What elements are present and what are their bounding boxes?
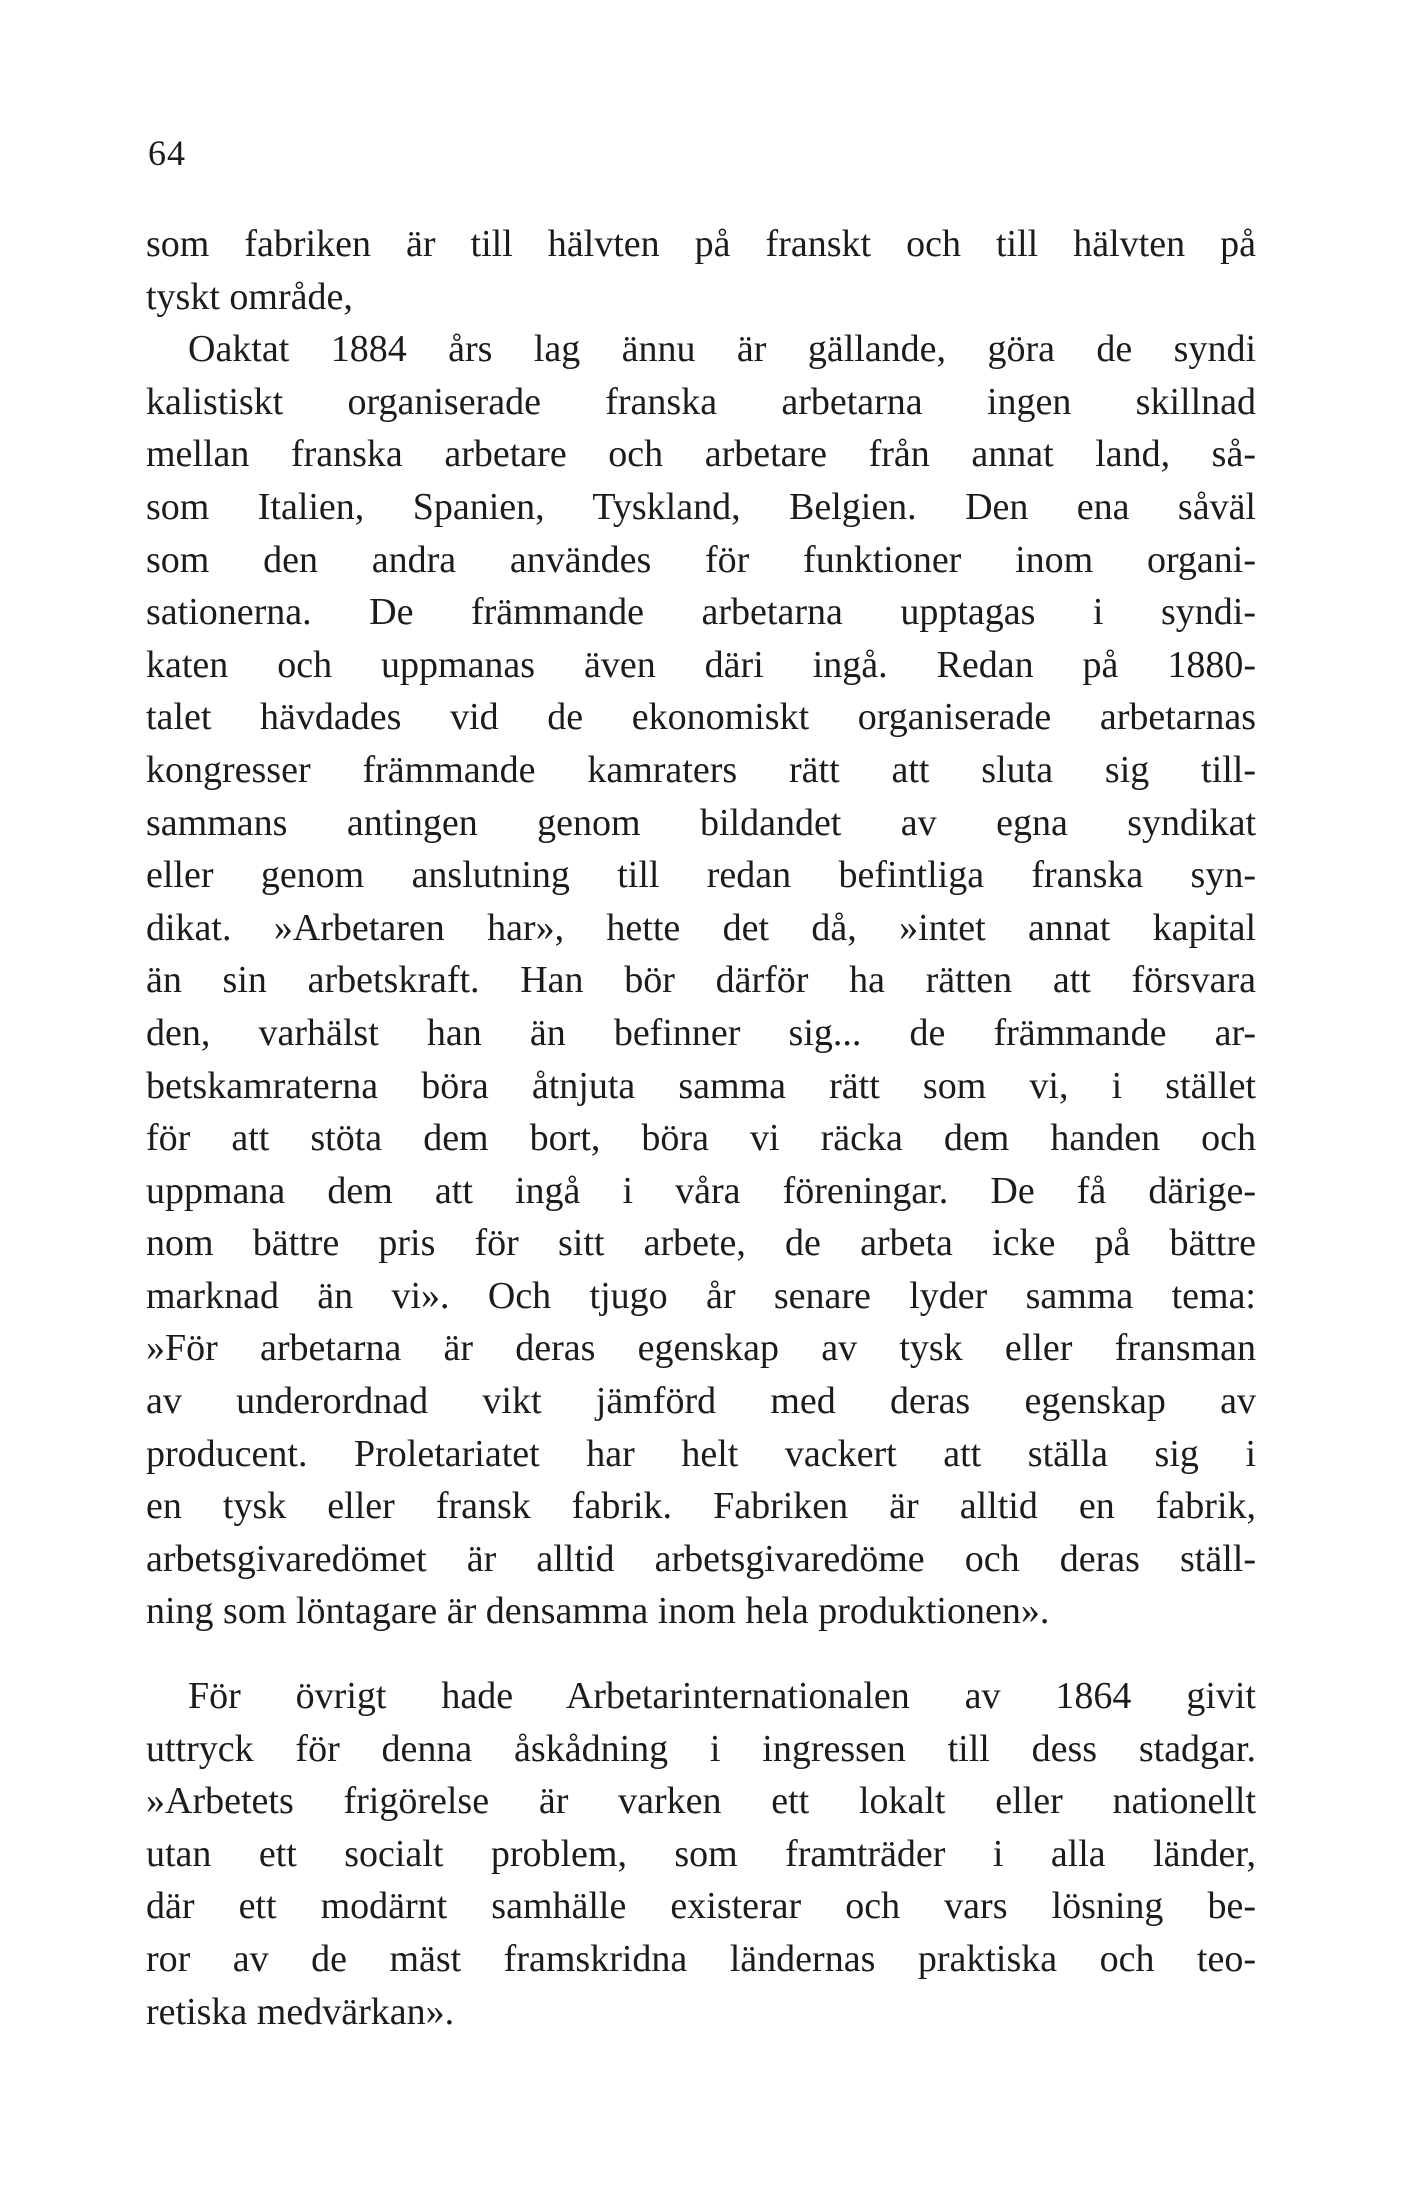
text-line: retiska medvärkan».	[146, 1990, 455, 2033]
text-line: av underordnad vikt jämförd med deras egenskap av	[146, 1380, 1256, 1423]
text-line: talet hävdades vid de ekonomiskt organiserade arbetarnas	[146, 696, 1256, 739]
text-line: mellan franska arbetare och arbetare från annat land, så-	[146, 433, 1256, 476]
text-line: nom bättre pris för sitt arbete, de arbeta icke på bättre	[146, 1222, 1256, 1265]
text-line: marknad än vi». Och tjugo år senare lyder samma tema:	[146, 1274, 1256, 1317]
text-line: en tysk eller fransk fabrik. Fabriken är alltid en fabrik,	[146, 1485, 1256, 1528]
text-line: sammans antingen genom bildandet av egna syndikat	[146, 801, 1256, 844]
text-line: uppmana dem att ingå i våra föreningar. De få därige-	[146, 1169, 1256, 1212]
text-line: uttryck för denna åskådning i ingressen till dess stadgar.	[146, 1727, 1256, 1770]
text-line: kongresser främmande kamraters rätt att sluta sig till-	[146, 748, 1256, 791]
text-line: den, varhälst han än befinner sig... de främmande ar-	[146, 1011, 1256, 1054]
text-line: utan ett socialt problem, som framträder i alla länder,	[146, 1832, 1256, 1875]
text-line: dikat. »Arbetaren har», hette det då, »intet annat kapital	[146, 906, 1256, 949]
text-line: där ett modärnt samhälle existerar och vars lösning be-	[146, 1885, 1256, 1928]
text-line: som Italien, Spanien, Tyskland, Belgien. Den ena såväl	[146, 485, 1256, 528]
text-line: tyskt område,	[146, 275, 353, 318]
text-line: arbetsgivaredömet är alltid arbetsgivaredöme och deras ställ-	[146, 1537, 1256, 1580]
body-text	[146, 218, 1256, 2038]
text-line: producent. Proletariatet har helt vackert att ställa sig i	[146, 1432, 1256, 1475]
paragraph	[146, 1670, 1256, 2038]
text-line: För övrigt hade Arbetarinternationalen av 1864 givit	[188, 1675, 1256, 1718]
page-number: 64	[148, 133, 186, 173]
text-line: för att stöta dem bort, böra vi räcka dem handen och	[146, 1117, 1256, 1160]
text-line: katen och uppmanas även däri ingå. Redan på 1880-	[146, 643, 1256, 686]
text-line: ning som löntagare är densamma inom hela produktionen».	[146, 1590, 1050, 1633]
text-line: eller genom anslutning till redan befintliga franska syn-	[146, 854, 1256, 897]
paragraph-gap	[146, 1638, 1256, 1670]
text-line: som den andra användes för funktioner inom organi-	[146, 538, 1256, 581]
text-line: ror av de mäst framskridna ländernas praktiska och teo-	[146, 1938, 1256, 1980]
text-line: betskamraterna böra åtnjuta samma rätt som vi, i stället	[146, 1064, 1256, 1107]
paragraph	[146, 323, 1256, 1638]
text-line: kalistiskt organiserade franska arbetarna ingen skillnad	[146, 380, 1256, 423]
text-line: som fabriken är till hälvten på franskt och till hälvten på	[146, 223, 1256, 265]
text-line: sationerna. De främmande arbetarna upptagas i syndi-	[146, 591, 1256, 634]
text-line: »För arbetarna är deras egenskap av tysk eller fransman	[146, 1327, 1256, 1370]
text-line: »Arbetets frigörelse är varken ett lokalt eller nationellt	[146, 1780, 1256, 1823]
text-line: än sin arbetskraft. Han bör därför ha rätten att försvara	[146, 959, 1256, 1002]
paragraph	[146, 218, 1256, 323]
text-line: Oaktat 1884 års lag ännu är gällande, göra de syndi	[188, 328, 1256, 371]
